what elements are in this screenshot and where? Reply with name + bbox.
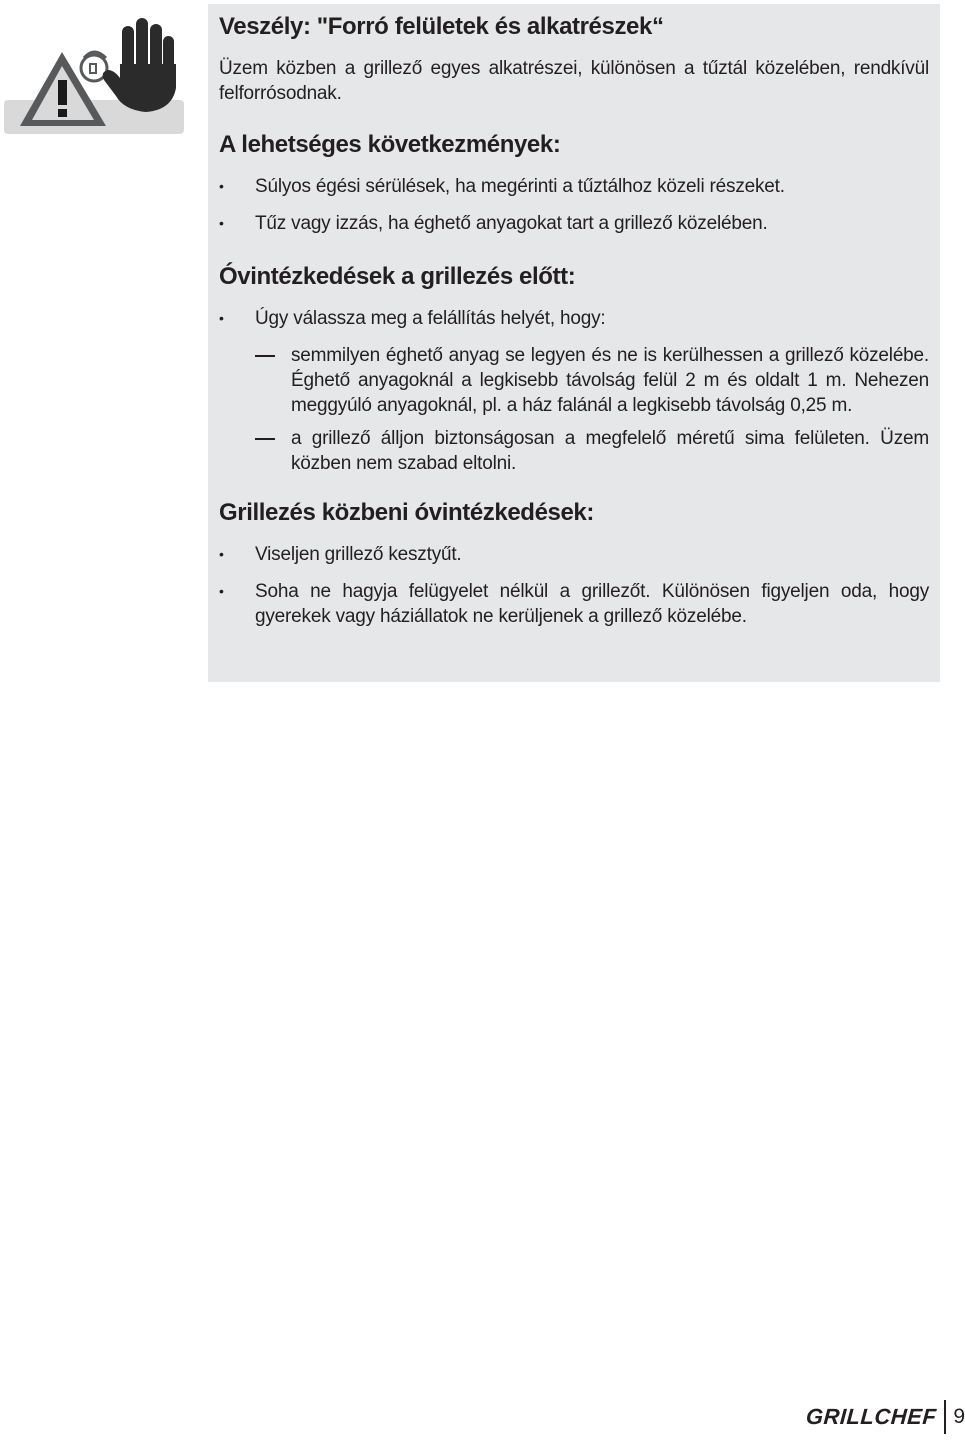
list-item: • Viseljen grillező kesztyűt. — [219, 542, 929, 567]
list-item: • Súlyos égési sérülések, ha megérinti a tűztálhoz közeli részeket. — [219, 174, 929, 199]
list-item: • Tűz vagy izzás, ha éghető anyagokat tart a grillező közelében. — [219, 211, 929, 236]
danger-title: Veszély: "Forró felületek és alkatrészek“ — [219, 13, 664, 40]
before-title: Óvintézkedések a grillezés előtt: — [219, 263, 576, 290]
page-number: 9 — [953, 1405, 965, 1428]
footer-divider — [944, 1400, 946, 1434]
during-title: Grillezés közbeni óvintézkedések: — [219, 499, 594, 526]
list-item: • Úgy válassza meg a felállítás helyét, hogy: — [219, 306, 929, 331]
warning-triangle-icon — [4, 14, 184, 136]
consequences-list — [219, 174, 929, 236]
page-footer — [806, 1400, 965, 1434]
during-list — [219, 542, 929, 629]
warning-stop-hand-icon — [4, 14, 184, 136]
brand-logo: GRILLCHEF — [805, 1404, 938, 1429]
warning-content — [219, 8, 929, 629]
sub-list-item: semmilyen éghető anyag se legyen és ne is kerülhessen a grillező közelébe. Éghető anyagoknál a legkisebb távolság felül 2 m és oldalt 1 m. Nehezen meggyúló anyagoknál, pl. a ház falánál a legkisebb távolság 0,25 m. — [219, 343, 929, 418]
danger-intro: Üzem közben a grillező egyes alkatrészei, különösen a tűztál közelében, rendkívül felforrósodnak. — [219, 58, 929, 104]
list-item: • Soha ne hagyja felügyelet nélkül a grillezőt. Különösen figyeljen oda, hogy gyerekek vagy háziállatok ne kerüljenek a grillező közelébe. — [219, 579, 929, 629]
before-sublist — [219, 343, 929, 476]
before-list — [219, 306, 929, 331]
consequences-title: A lehetséges következmények: — [219, 131, 561, 158]
sub-list-item: a grillező álljon biztonságosan a megfelelő méretű sima felületen. Üzem közben nem szabad eltolni. — [219, 426, 929, 476]
